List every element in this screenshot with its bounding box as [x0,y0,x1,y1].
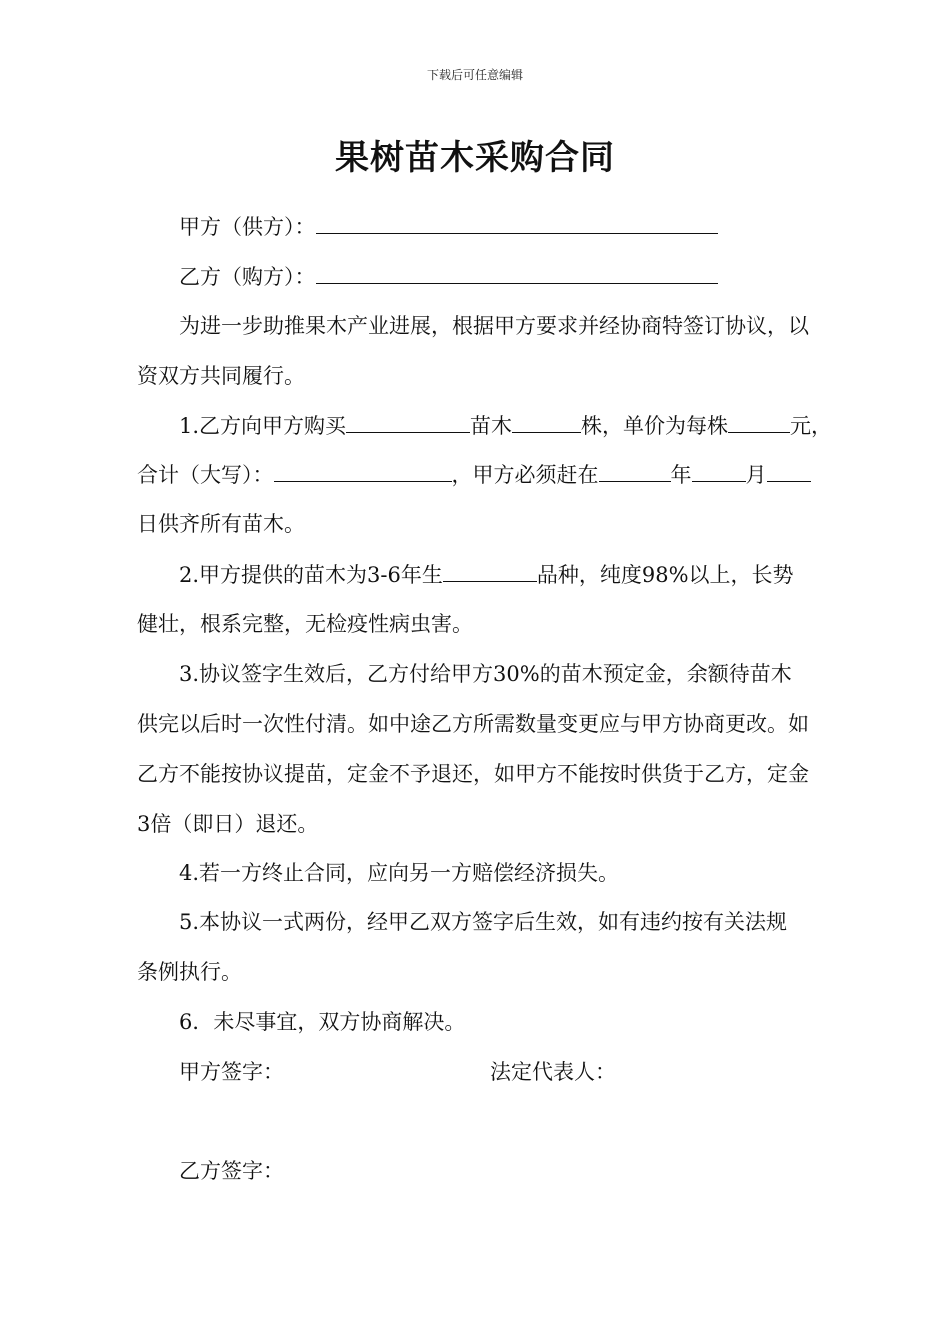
clause1-text-c: 株，单价为每株 [581,414,729,438]
unit-price-field[interactable] [728,410,790,433]
clause1-line-3: 日供齐所有苗木。 [137,512,305,536]
clause1-text-d: 元， [790,414,833,438]
clause1-text-a: 1.乙方向甲方购买 [179,414,347,438]
clause1-line-2 [137,459,859,490]
clause3-line-3: 乙方不能按协议提苗，定金不予退还，如甲方不能按时供货于乙方，定金 [137,762,809,786]
party-b-row [179,261,859,292]
legal-rep-signature-label: 法定代表人： [490,1060,616,1084]
clause2-line-1 [179,559,859,590]
month-field[interactable] [692,459,746,482]
party-a-row [179,211,859,242]
party-a-label: 甲方（供方）： [179,215,316,239]
variety-field[interactable] [346,410,470,433]
document-title: 果树苗木采购合同 [335,138,615,178]
party-a-signature-label: 甲方签字： [179,1060,284,1084]
party-b-signature-label: 乙方签字： [179,1159,284,1183]
header-note: 下载后可任意编辑 [426,68,523,82]
clause2-text-a: 2.甲方提供的苗木为3-6年生 [179,563,443,587]
clause2-line-2: 健壮，根系完整，无检疫性病虫害。 [137,612,473,636]
party-a-field[interactable] [316,211,718,234]
party-b-field[interactable] [316,261,718,284]
clause5-line-2: 条例执行。 [137,960,242,984]
clause3-line-4: 3倍（即日）退还。 [137,812,319,836]
clause3-line-1: 3.协议签字生效后，乙方付给甲方30%的苗木预定金，余额待苗木 [179,662,792,686]
intro-line-2: 资双方共同履行。 [137,364,305,388]
clause1-text-g: 年 [670,463,692,487]
quantity-field[interactable] [512,410,581,433]
year-field[interactable] [599,459,671,482]
clause1-text-b: 苗木 [470,414,513,438]
party-b-label: 乙方（购方）： [179,265,316,289]
breed-field[interactable] [443,559,537,582]
intro-line-1: 为进一步助推果木产业进展，根据甲方要求并经协商特签订协议，以 [179,314,809,338]
clause1-text-h: 月 [745,463,767,487]
clause1-text-f: ，甲方必须赶在 [451,463,599,487]
clause1-text-e: 合计（大写）： [137,463,274,487]
clause2-text-b: 品种，纯度98%以上，长势 [536,563,794,587]
clause1-line-1 [179,410,859,441]
clause6-line: 6．未尽事宜，双方协商解决。 [179,1010,466,1034]
clause4-line: 4.若一方终止合同，应向另一方赔偿经济损失。 [179,861,620,885]
day-field[interactable] [767,459,811,482]
clause5-line-1: 5.本协议一式两份，经甲乙双方签字后生效，如有违约按有关法规 [179,910,788,934]
clause3-line-2: 供完以后时一次性付清。如中途乙方所需数量变更应与甲方协商更改。如 [137,712,809,736]
total-amount-field[interactable] [274,459,452,482]
